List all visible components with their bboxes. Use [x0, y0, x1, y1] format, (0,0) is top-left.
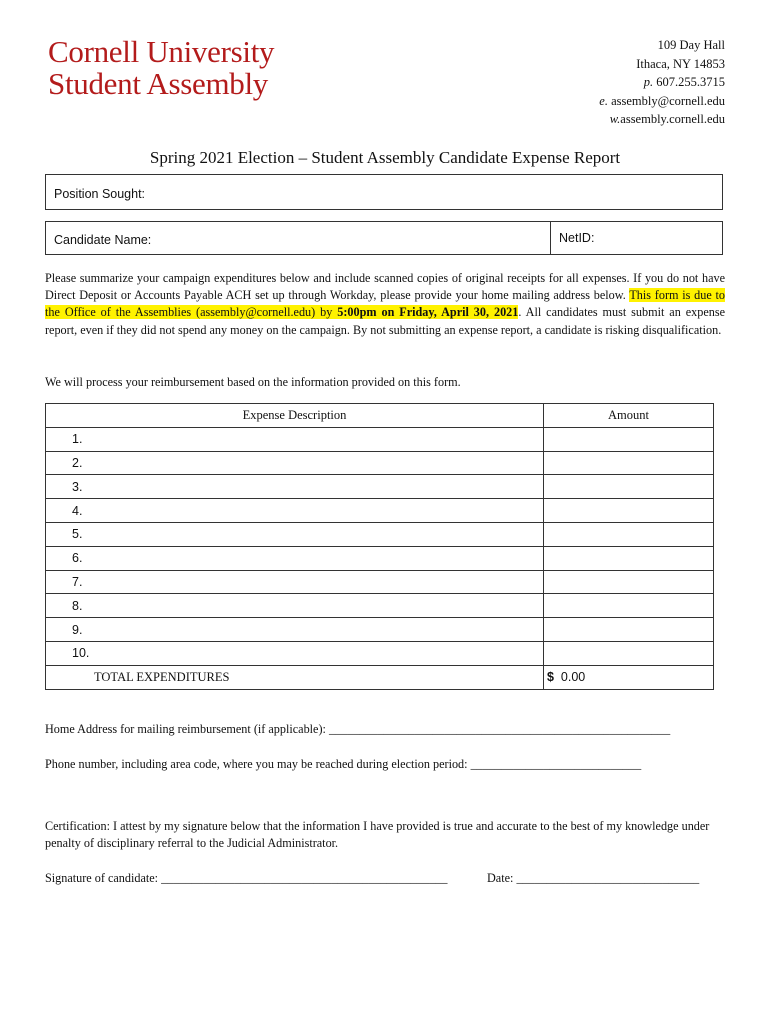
web-prefix: w.: [609, 112, 621, 126]
cornell-logo: [48, 36, 274, 100]
currency-symbol: $: [547, 670, 554, 685]
amount-cell[interactable]: [544, 475, 714, 499]
date-line[interactable]: Date: ______________________________: [487, 871, 700, 885]
row-number[interactable]: 1.: [46, 427, 544, 451]
address-block: [599, 36, 725, 129]
amount-cell[interactable]: [544, 427, 714, 451]
due-text: This form is due to the Office of the Assemblies (assembly@cornell.edu) by: [45, 288, 726, 320]
amount-cell[interactable]: [544, 546, 714, 570]
address-web: [599, 110, 725, 129]
table-row: [46, 499, 714, 523]
logo-line-2: Student Assembly: [48, 66, 268, 101]
netid-label: NetID:: [559, 231, 595, 245]
netid-field[interactable]: [550, 221, 723, 255]
instructions-paragraph: [45, 270, 725, 339]
col-header-amount: Amount: [544, 404, 714, 428]
row-number[interactable]: 5.: [46, 522, 544, 546]
row-number[interactable]: 7.: [46, 570, 544, 594]
address-line-1: 109 Day Hall: [657, 38, 725, 52]
amount-cell[interactable]: [544, 451, 714, 475]
home-address-line[interactable]: Home Address for mailing reimbursement (if applicable): ________________________________________________________: [45, 722, 671, 736]
table-row: [46, 641, 714, 665]
row-number[interactable]: 9.: [46, 618, 544, 642]
row-number[interactable]: 2.: [46, 451, 544, 475]
amount-cell[interactable]: [544, 522, 714, 546]
table-row: [46, 475, 714, 499]
address-phone: [599, 73, 725, 92]
amount-cell[interactable]: [544, 594, 714, 618]
amount-cell[interactable]: [544, 618, 714, 642]
email-prefix: e.: [599, 93, 608, 108]
reimbursement-note: We will process your reimbursement based on the information provided on this form.: [45, 375, 461, 389]
certification-text: Certification: I attest by my signature below that the information I have provided is true and accurate to the best of my knowledge under penalty of disciplinary referral to the Judicial Administrator.: [45, 819, 710, 851]
table-row: [46, 546, 714, 570]
address-email: [599, 92, 725, 111]
instructions-text: Please summarize your campaign expenditures below and include scanned copies of original receipts for all expenses. If you do not have Direct Deposit or Accounts Payable ACH set up through Workday, please provide your home mailing address below.: [45, 271, 725, 303]
row-number[interactable]: 8.: [46, 594, 544, 618]
table-row: [46, 522, 714, 546]
signature-line[interactable]: Signature of candidate: _______________________________________________: [45, 871, 448, 885]
amount-cell[interactable]: [544, 641, 714, 665]
row-number[interactable]: 10.: [46, 641, 544, 665]
table-row: [46, 427, 714, 451]
page-title: Spring 2021 Election – Student Assembly Candidate Expense Report: [149, 148, 621, 167]
position-sought-label: Position Sought:: [54, 187, 146, 201]
phone-number-line[interactable]: Phone number, including area code, where you may be reached during election period: ____________________________: [45, 757, 642, 771]
total-label: TOTAL EXPENDITURES: [46, 665, 544, 689]
candidate-name-label: Candidate Name:: [54, 233, 152, 247]
total-row: [46, 665, 714, 689]
row-number[interactable]: 6.: [46, 546, 544, 570]
row-number[interactable]: 4.: [46, 499, 544, 523]
col-header-description: Expense Description: [46, 404, 544, 428]
address-line-2: Ithaca, NY 14853: [636, 56, 725, 71]
email-value[interactable]: assembly@cornell.edu: [611, 93, 725, 108]
phone-value: 607.255.3715: [656, 75, 725, 89]
table-row: [46, 618, 714, 642]
table-row: [46, 570, 714, 594]
total-value: 0.00: [560, 670, 586, 685]
instructions-end-text: . All candidates must submit an expense report, even if they did not spend any money on the campaign. By not submitting an expense report, a candidate is risking disqualification.: [45, 305, 725, 337]
logo-line-1: Cornell University: [48, 34, 275, 69]
phone-prefix: p.: [643, 75, 654, 89]
web-value[interactable]: assembly.cornell.edu: [620, 112, 725, 126]
expense-table: [45, 403, 714, 690]
table-row: [46, 451, 714, 475]
position-sought-field[interactable]: [45, 174, 723, 210]
amount-cell[interactable]: [544, 570, 714, 594]
table-row: [46, 594, 714, 618]
total-amount[interactable]: [544, 665, 714, 689]
deadline-text: 5:00pm on Friday, April 30, 2021: [337, 305, 519, 320]
row-number[interactable]: 3.: [46, 475, 544, 499]
amount-cell[interactable]: [544, 499, 714, 523]
